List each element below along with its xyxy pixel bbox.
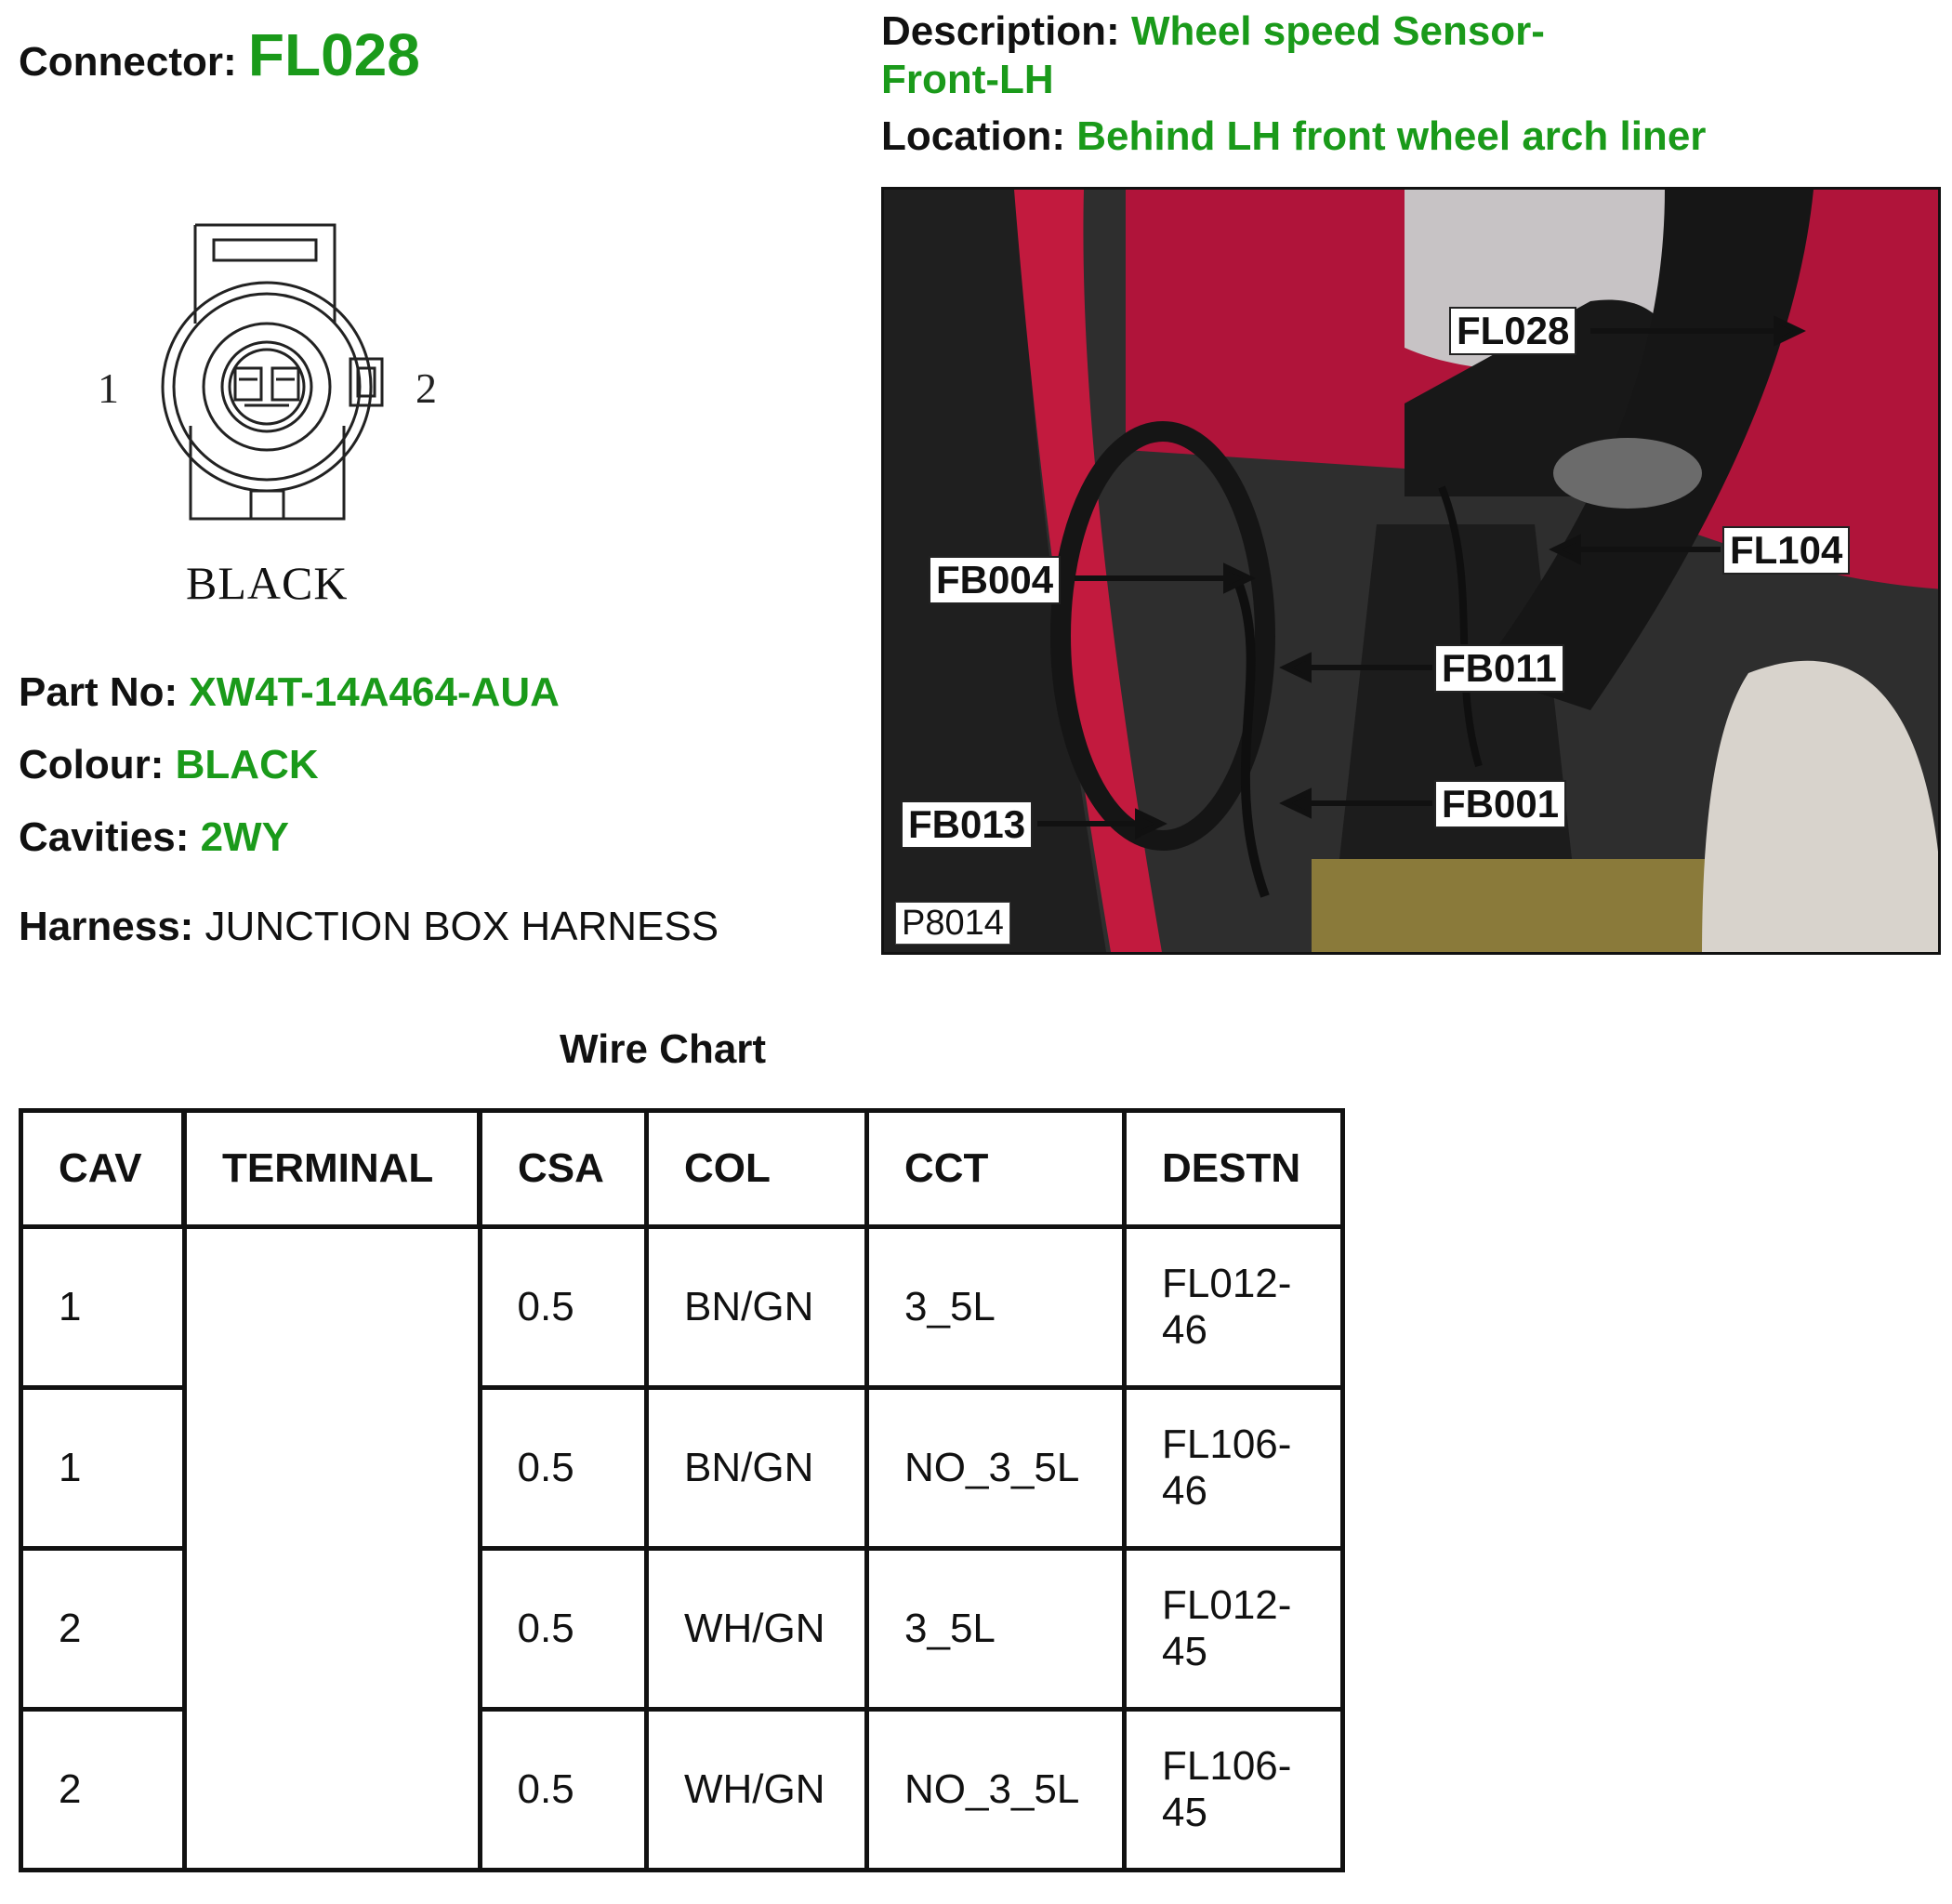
col-cct: CCT bbox=[867, 1111, 1125, 1227]
col-cav: CAV bbox=[21, 1111, 185, 1227]
cell-terminal bbox=[184, 1227, 480, 1871]
callout-fb001: FB001 bbox=[1434, 780, 1566, 828]
cell-destn bbox=[1125, 1549, 1343, 1710]
description bbox=[881, 7, 1643, 104]
cell-csa: 0.5 bbox=[480, 1227, 647, 1388]
description-value: Wheel speed Sensor- bbox=[1130, 8, 1545, 54]
destn-line-2: 45 bbox=[1162, 1629, 1207, 1674]
colour-value: BLACK bbox=[175, 742, 319, 787]
cell-destn bbox=[1125, 1227, 1343, 1388]
callout-fl028: FL028 bbox=[1449, 307, 1576, 355]
cell-col: BN/GN bbox=[647, 1227, 867, 1388]
part-number-label: Part No: bbox=[19, 669, 178, 715]
destn-line-2: 46 bbox=[1162, 1468, 1207, 1514]
cell-csa: 0.5 bbox=[480, 1549, 647, 1710]
callout-fb011: FB011 bbox=[1434, 644, 1564, 693]
cavities-label: Cavities: bbox=[19, 814, 190, 860]
pin-1-label: 1 bbox=[98, 364, 119, 412]
destn-line-1: FL012- bbox=[1162, 1582, 1292, 1628]
harness bbox=[19, 904, 719, 950]
cell-destn bbox=[1125, 1388, 1343, 1549]
destn-line-1: FL106- bbox=[1162, 1743, 1292, 1789]
col-terminal: TERMINAL bbox=[184, 1111, 480, 1227]
cell-col: WH/GN bbox=[647, 1710, 867, 1871]
pin-2-label: 2 bbox=[415, 364, 437, 412]
part-number bbox=[19, 669, 560, 716]
description-label: Description: bbox=[881, 8, 1120, 54]
cell-cct: NO_3_5L bbox=[867, 1710, 1125, 1871]
callout-fl104: FL104 bbox=[1722, 526, 1850, 575]
destn-line-1: FL106- bbox=[1162, 1421, 1292, 1467]
cell-cav: 2 bbox=[21, 1549, 185, 1710]
location-photo bbox=[881, 187, 1941, 955]
cell-cct: NO_3_5L bbox=[867, 1388, 1125, 1549]
destn-line-2: 45 bbox=[1162, 1790, 1207, 1835]
table-row bbox=[21, 1227, 1343, 1388]
cavities bbox=[19, 814, 289, 861]
cell-destn bbox=[1125, 1710, 1343, 1871]
callout-fb004: FB004 bbox=[929, 556, 1061, 604]
cell-col: BN/GN bbox=[647, 1388, 867, 1549]
description-value-2: Front-LH bbox=[881, 57, 1054, 102]
part-number-value: XW4T-14A464-AUA bbox=[189, 669, 560, 715]
location-value: Behind LH front wheel arch liner bbox=[1076, 113, 1707, 159]
cell-cct: 3_5L bbox=[867, 1549, 1125, 1710]
cell-csa: 0.5 bbox=[480, 1710, 647, 1871]
connector-face-drawing bbox=[88, 212, 479, 528]
harness-value: JUNCTION BOX HARNESS bbox=[204, 904, 719, 949]
table-header-row bbox=[21, 1111, 1343, 1227]
destn-line-2: 46 bbox=[1162, 1307, 1207, 1353]
cell-cav: 1 bbox=[21, 1227, 185, 1388]
callout-fb013: FB013 bbox=[901, 800, 1033, 849]
wire-chart-title: Wire Chart bbox=[560, 1026, 767, 1072]
location bbox=[881, 113, 1706, 160]
connector-color-caption: BLACK bbox=[186, 557, 349, 609]
cell-cav: 1 bbox=[21, 1388, 185, 1549]
colour-label: Colour: bbox=[19, 742, 165, 787]
cell-cav: 2 bbox=[21, 1710, 185, 1871]
colour bbox=[19, 742, 319, 788]
col-destn: DESTN bbox=[1125, 1111, 1343, 1227]
connector-label: Connector: bbox=[19, 39, 237, 85]
connector-id: FL028 bbox=[247, 21, 420, 88]
col-col: COL bbox=[647, 1111, 867, 1227]
wire-chart-table bbox=[19, 1108, 1345, 1872]
photo-id: P8014 bbox=[895, 902, 1010, 945]
col-csa: CSA bbox=[480, 1111, 647, 1227]
cell-csa: 0.5 bbox=[480, 1388, 647, 1549]
cell-cct: 3_5L bbox=[867, 1227, 1125, 1388]
connector-heading bbox=[19, 20, 420, 89]
destn-line-1: FL012- bbox=[1162, 1261, 1292, 1306]
harness-label: Harness: bbox=[19, 904, 194, 949]
cavities-value: 2WY bbox=[200, 814, 290, 860]
cell-col: WH/GN bbox=[647, 1549, 867, 1710]
location-label: Location: bbox=[881, 113, 1065, 159]
